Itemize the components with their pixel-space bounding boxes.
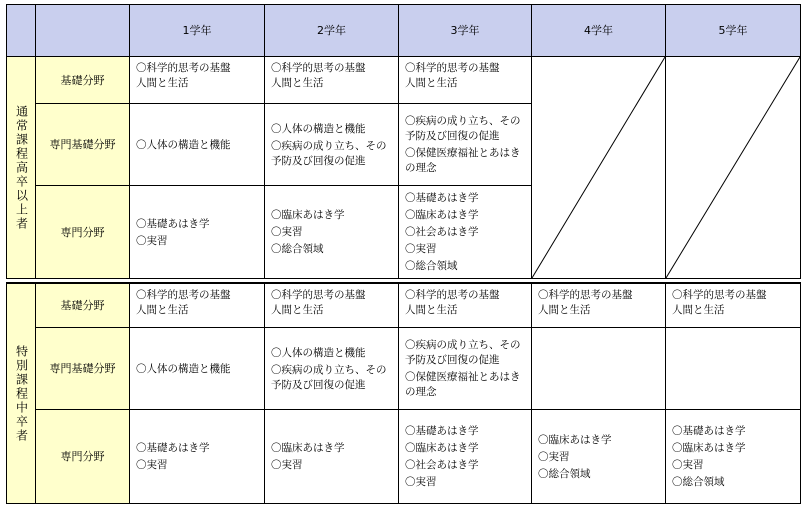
course-cell (265, 282, 399, 328)
course-item: 〇臨床あはき学 (672, 442, 746, 454)
course-item: 〇科学的思考の基盤 人間と生活 (405, 62, 500, 89)
course-item: 〇実習 (405, 243, 437, 255)
course-item: 〇基礎あはき学 (136, 217, 210, 230)
course-cell (532, 282, 666, 328)
course-item: 〇臨床あはき学 (405, 209, 479, 221)
course-item: 〇疾病の成り立ち、その 予防及び回復の促進 (405, 339, 521, 366)
header-corner-group (6, 4, 36, 57)
course-cell (265, 328, 399, 410)
course-item: 〇人体の構造と機能 (136, 362, 231, 375)
course-item: 〇社会あはき学 (405, 459, 479, 471)
course-item: 〇基礎あはき学 (405, 192, 479, 204)
course-cell (130, 410, 265, 504)
course-item: 〇実習 (271, 226, 303, 238)
diagonal-line (532, 57, 665, 278)
course-item: 〇総合領域 (672, 476, 725, 488)
course-cell (130, 104, 265, 186)
header-year-4: 4学年 (532, 4, 666, 57)
course-item: 〇総合領域 (271, 243, 324, 255)
course-cell (399, 186, 532, 279)
course-item: 〇実習 (538, 450, 570, 463)
course-item: 〇保健医療福祉とあはき の理念 (405, 371, 521, 398)
course-item: 〇総合領域 (405, 260, 458, 272)
diagonal-line (666, 57, 800, 278)
course-item: 〇実習 (136, 459, 168, 471)
course-cell (130, 328, 265, 410)
not-applicable-diagonal-cell (666, 57, 801, 279)
course-item: 〇社会あはき学 (405, 226, 479, 238)
course-item: 〇疾病の成り立ち、その 予防及び回復の促進 (271, 363, 387, 391)
course-item: 〇臨床あはき学 (271, 209, 345, 221)
course-item: 〇科学的思考の基盤 人間と生活 (136, 62, 231, 89)
course-item: 〇人体の構造と機能 (136, 138, 231, 151)
group-label-text: 通常課程高卒以上者 (14, 104, 29, 231)
course-cell (399, 282, 532, 328)
course-cell (265, 104, 399, 186)
group-label-0 (6, 57, 36, 279)
course-cell (265, 410, 399, 504)
course-item: 〇人体の構造と機能 (271, 346, 366, 359)
course-item: 〇臨床あはき学 (405, 442, 479, 454)
course-cell (532, 328, 666, 410)
course-cell (666, 328, 801, 410)
course-cell (399, 410, 532, 504)
course-item: 〇科学的思考の基盤 人間と生活 (271, 62, 366, 89)
course-item: 〇保健医療福祉とあはき の理念 (405, 147, 521, 174)
course-item: 〇基礎あはき学 (672, 425, 746, 437)
course-item: 〇人体の構造と機能 (271, 122, 366, 135)
diagonal-stroke (666, 57, 800, 278)
group-label-text: 特別課程中卒者 (14, 344, 29, 443)
course-cell (666, 282, 801, 328)
course-cell (399, 104, 532, 186)
course-cell (130, 57, 265, 104)
course-item: 〇疾病の成り立ち、その 予防及び回復の促進 (405, 115, 521, 142)
course-item: 〇実習 (271, 459, 303, 471)
subject-label: 基礎分野 (36, 282, 130, 328)
header-corner-subject (36, 4, 130, 57)
course-cell (532, 410, 666, 504)
diagonal-stroke (532, 57, 665, 278)
header-year-5: 5学年 (666, 4, 801, 57)
course-item: 〇総合領域 (538, 467, 591, 480)
course-cell (399, 57, 532, 104)
course-item: 〇臨床あはき学 (271, 442, 345, 454)
course-cell (666, 410, 801, 504)
subject-label: 専門分野 (36, 410, 130, 504)
subject-label: 基礎分野 (36, 57, 130, 104)
course-item: 〇基礎あはき学 (136, 442, 210, 454)
course-item: 〇実習 (405, 476, 437, 488)
subject-label: 専門基礎分野 (36, 104, 130, 186)
course-item: 〇科学的思考の基盤 人間と生活 (271, 289, 366, 316)
group-label-1 (6, 282, 36, 504)
course-item: 〇疾病の成り立ち、その 予防及び回復の促進 (271, 139, 387, 167)
course-item: 〇臨床あはき学 (538, 433, 612, 446)
course-cell (265, 186, 399, 279)
course-item: 〇科学的思考の基盤 人間と生活 (136, 289, 231, 316)
not-applicable-diagonal-cell (532, 57, 666, 279)
course-cell (399, 328, 532, 410)
header-year-3: 3学年 (399, 4, 532, 57)
course-item: 〇科学的思考の基盤 人間と生活 (538, 289, 633, 316)
subject-label: 専門基礎分野 (36, 328, 130, 410)
course-item: 〇基礎あはき学 (405, 425, 479, 437)
course-item: 〇科学的思考の基盤 人間と生活 (672, 289, 767, 316)
subject-label: 専門分野 (36, 186, 130, 279)
course-cell (130, 282, 265, 328)
course-item: 〇実習 (136, 234, 168, 247)
course-item: 〇実習 (672, 459, 704, 471)
course-cell (265, 57, 399, 104)
header-year-2: 2学年 (265, 4, 399, 57)
header-year-1: 1学年 (130, 4, 265, 57)
course-item: 〇科学的思考の基盤 人間と生活 (405, 289, 500, 316)
course-cell (130, 186, 265, 279)
